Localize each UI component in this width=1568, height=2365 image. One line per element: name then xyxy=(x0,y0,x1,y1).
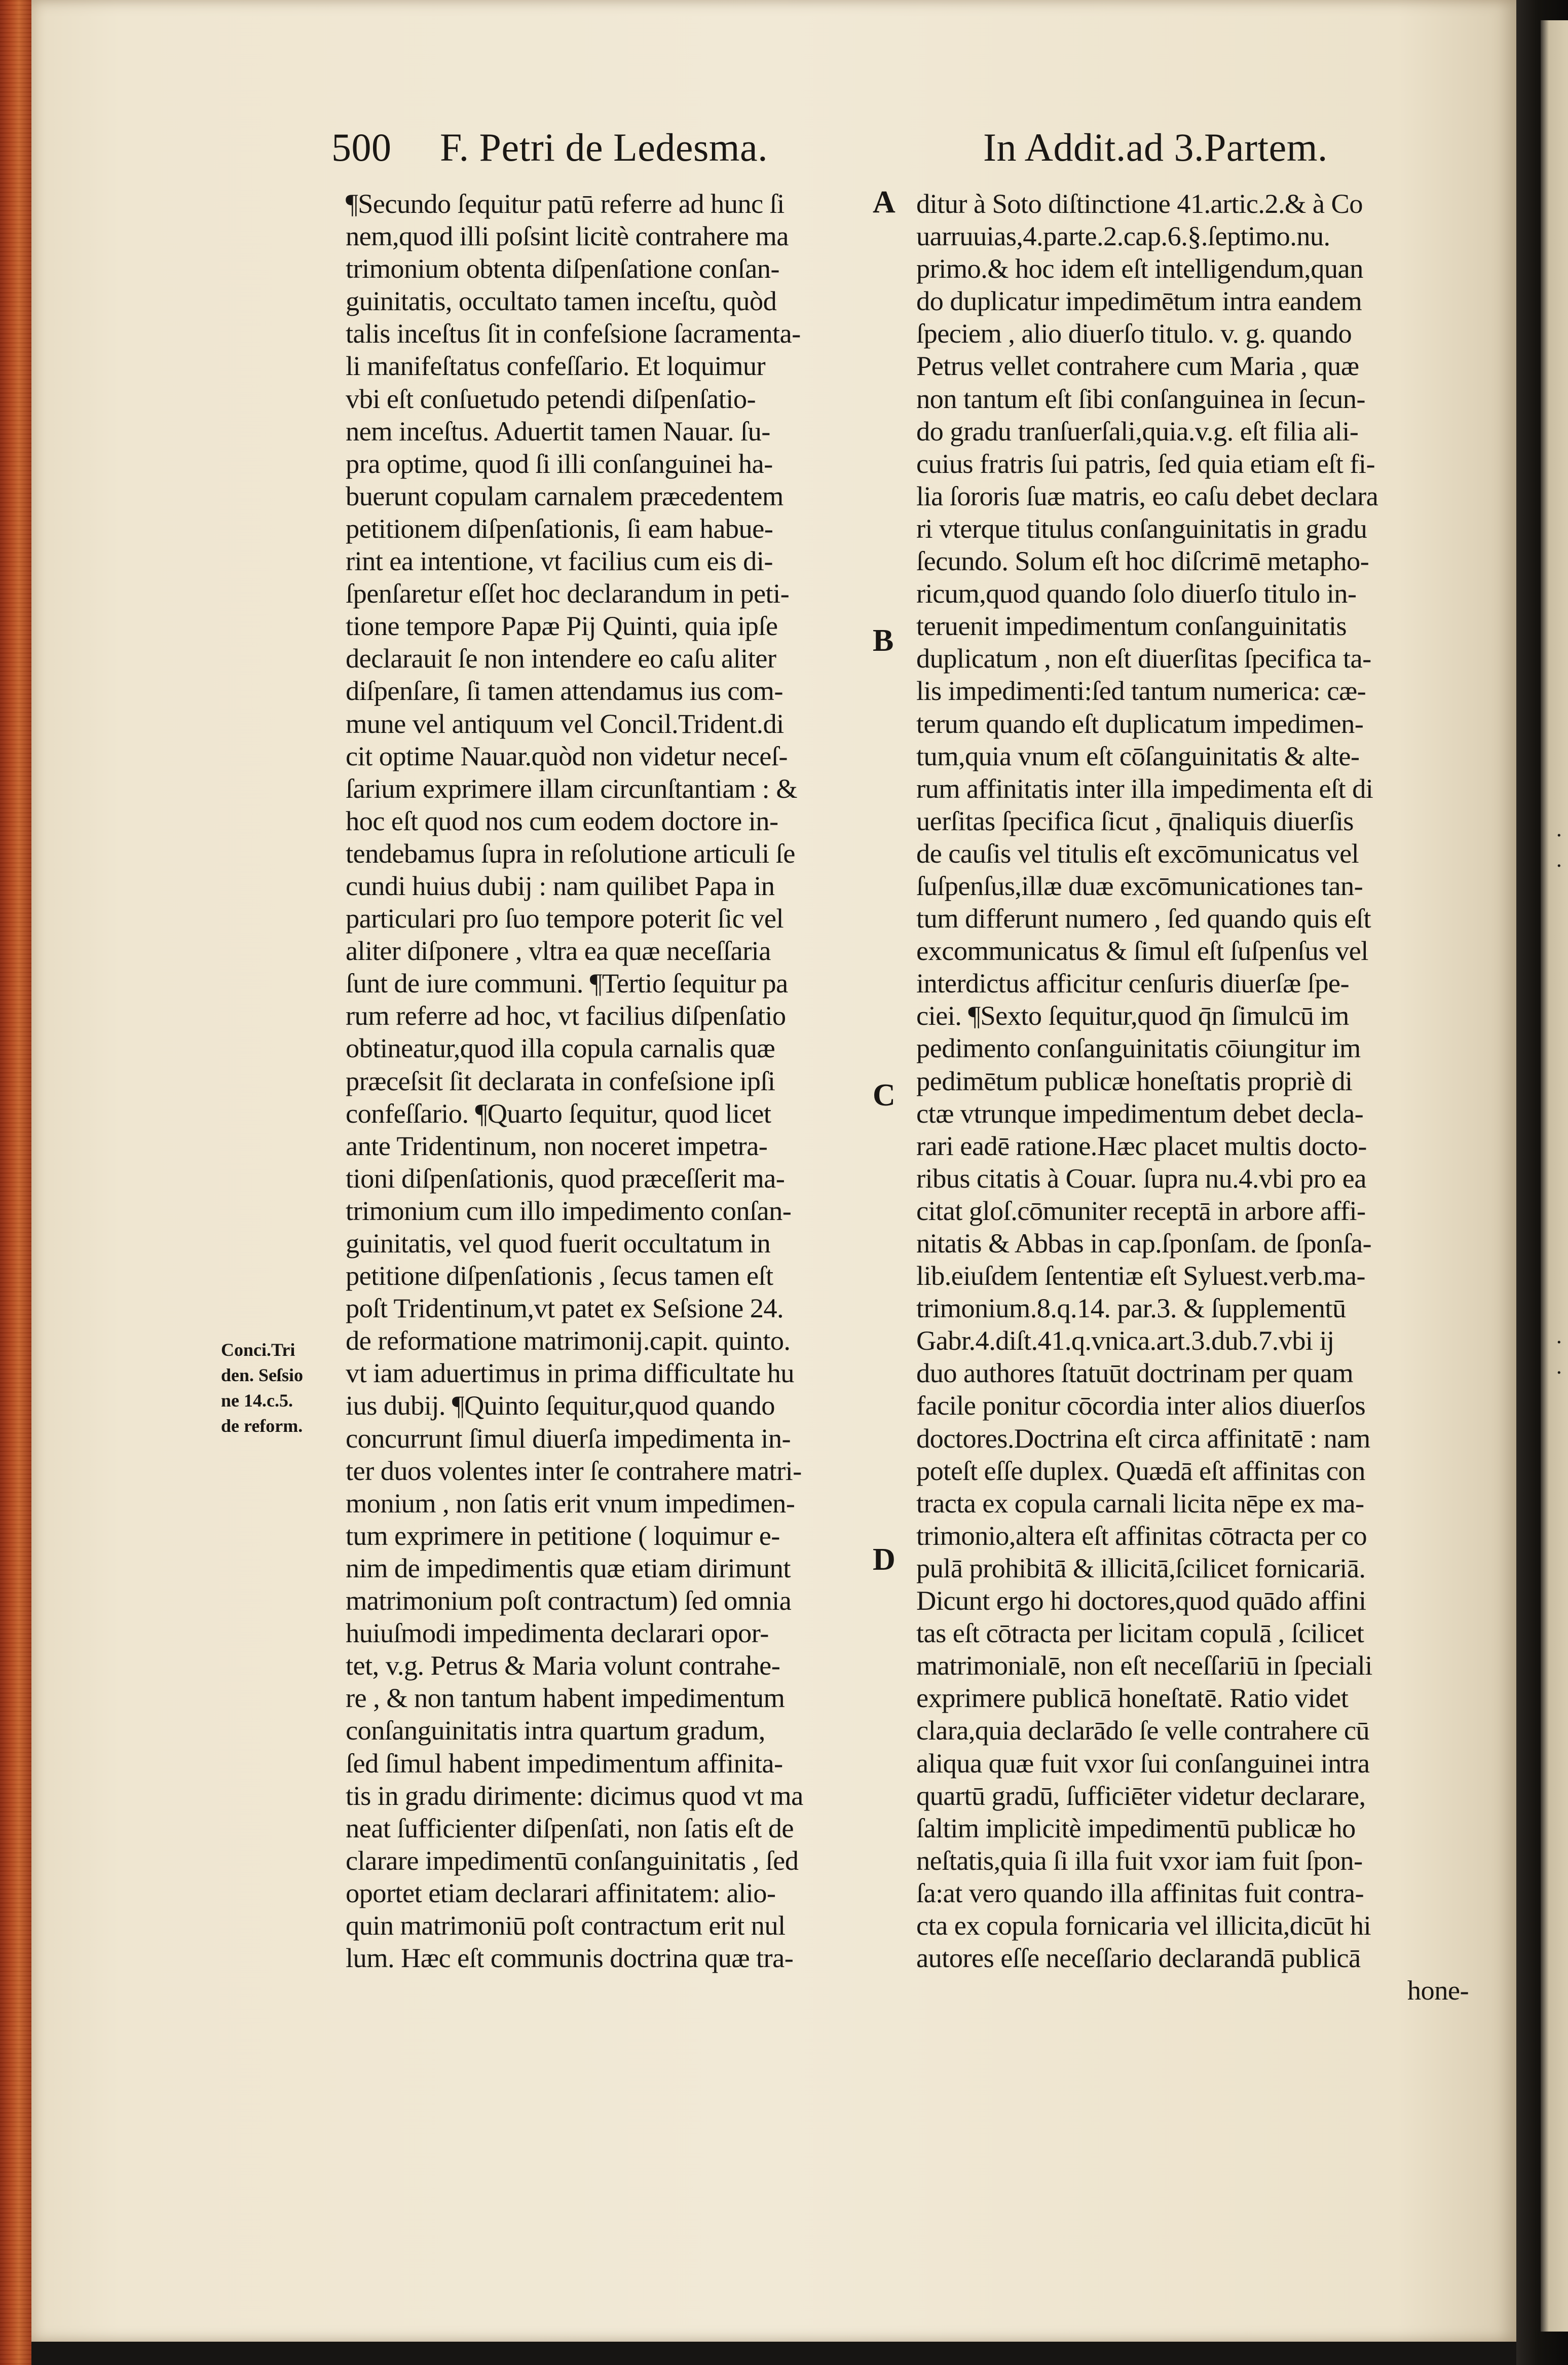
right-column-line: ribus citatis à Couar. ſupra nu.4.vbi pro ea xyxy=(916,1162,1366,1194)
right-column-line: pedimētum publicæ honeſtatis propriè di xyxy=(916,1065,1353,1096)
right-column-line: tum,quia vnum eſt cōſanguinitatis & alte- xyxy=(916,740,1360,771)
page-fore-edge xyxy=(0,0,31,2365)
section-letter-d: D xyxy=(873,1542,895,1577)
facing-page-fragment: · xyxy=(1556,1331,1562,1354)
left-column-line: rum referre ad hoc, vt facilius diſpenſatio xyxy=(346,1000,786,1031)
left-column-line: nem,quod illi poſsint licitè contrahere ma xyxy=(346,220,789,252)
right-column-line: pedimento conſanguinitatis cōiungitur im xyxy=(916,1032,1361,1064)
right-column-line: ditur à Soto diſtinctione 41.artic.2.& à Co xyxy=(916,188,1363,219)
left-column-line: li manifeſtatus confeſſario. Et loquimur xyxy=(346,350,766,382)
right-column-line: ſa:at vero quando illa affinitas fuit contra- xyxy=(916,1877,1364,1908)
left-column-line: neat ſufficienter diſpenſati, non ſatis eſt de xyxy=(346,1812,794,1843)
right-column-line: nitatis & Abbas in cap.ſponſam. de ſponſa- xyxy=(916,1228,1372,1259)
right-column-line: ſaltim implicitè impedimentū publicæ ho xyxy=(916,1812,1356,1843)
left-column-line: rint ea intentione, vt facilius cum eis di- xyxy=(346,545,773,577)
facing-page-edge xyxy=(1541,20,1568,2332)
left-column-line: poſt Tridentinum,vt patet ex Seſsione 24. xyxy=(346,1292,784,1324)
left-column-line: clarare impedimentū conſanguinitatis , ſed xyxy=(346,1844,799,1876)
left-text-column xyxy=(346,188,883,1974)
left-column-line: matrimonium poſt contractum) ſed omnia xyxy=(346,1585,792,1616)
right-column-line: ſuſpenſus,illæ duæ excōmunicationes tan- xyxy=(916,870,1363,901)
right-column-line: rari eadē ratione.Hæc placet multis docto- xyxy=(916,1130,1367,1161)
left-column-line: declarauit ſe non intendere eo caſu aliter xyxy=(346,643,776,674)
left-column-line: monium , non ſatis erit vnum impedimen- xyxy=(346,1487,795,1519)
right-column-line: do duplicatur impedimētum intra eandem xyxy=(916,285,1362,317)
right-column-line: ri vterque titulus conſanguinitatis in gradu xyxy=(916,512,1367,544)
right-column-line: trimonium.8.q.14. par.3. & ſupplementū xyxy=(916,1292,1346,1324)
right-column-line: terum quando eſt duplicatum impedimen- xyxy=(916,708,1364,739)
left-column-line: ter duos volentes inter ſe contrahere matri- xyxy=(346,1455,802,1486)
left-column-line: petitione diſpenſationis , ſecus tamen eſt xyxy=(346,1260,773,1291)
left-column-line: aliter diſponere , vltra ea quæ neceſſaria xyxy=(346,935,771,967)
left-column-line: pra optime, quod ſi illi conſanguinei ha- xyxy=(346,448,773,479)
left-column-line: conſanguinitatis intra quartum gradum, xyxy=(346,1715,765,1746)
right-column-line: Dicunt ergo hi doctores,quod quādo affini xyxy=(916,1585,1366,1616)
right-column-line: teruenit impedimentum conſanguinitatis xyxy=(916,610,1347,642)
left-column-line: diſpenſare, ſi tamen attendamus ius com- xyxy=(346,675,783,707)
right-column-line: facile ponitur cōcordia inter alios diuerſos xyxy=(916,1390,1366,1421)
right-column-line: cta ex copula fornicaria vel illicita,dicūt hi xyxy=(916,1909,1371,1941)
right-column-line: ſecundo. Solum eſt hoc diſcrimē metapho- xyxy=(916,545,1369,577)
right-column-line: duo authores ſtatuūt doctrinam per quam xyxy=(916,1357,1353,1389)
left-column-line: confeſſario. ¶Quarto ſequitur, quod licet xyxy=(346,1097,771,1129)
right-column-line: duplicatum , non eſt diuerſitas ſpecifica ta- xyxy=(916,643,1371,674)
margin-note-line: ne 14.c.5. xyxy=(221,1390,293,1411)
left-column-line: præceſsit ſit declarata in confeſsione ipſi xyxy=(346,1065,775,1096)
right-column-line: Gabr.4.diſt.41.q.vnica.art.3.dub.7.vbi ij xyxy=(916,1325,1334,1356)
section-letter-c: C xyxy=(873,1078,895,1113)
right-column-line: non tantum eſt ſibi conſanguinea in ſecun- xyxy=(916,383,1365,414)
running-head-right: In Addit.ad 3.Partem. xyxy=(983,125,1328,169)
margin-note-line: de reform. xyxy=(221,1416,303,1436)
right-column-line: quartū gradū, ſufficiēter videtur declarare, xyxy=(916,1780,1366,1811)
left-column-line: cundi huius dubij : nam quilibet Papa in xyxy=(346,870,775,901)
right-column-line: ciei. ¶Sexto ſequitur,quod q̄n ſimulcū im xyxy=(916,1000,1349,1031)
left-column-line: concurrunt ſimul diuerſa impedimenta in- xyxy=(346,1422,791,1454)
right-column-line: autores eſſe neceſſario declarandā publicā xyxy=(916,1942,1361,1974)
left-column-line: quin matrimoniū poſt contractum erit nul xyxy=(346,1909,786,1941)
right-column-line: hone- xyxy=(1407,1975,1469,2006)
left-column-line: tum exprimere in petitione ( loquimur e- xyxy=(346,1520,780,1551)
facing-page-fragment: · xyxy=(1556,855,1562,878)
left-column-line: vt iam aduertimus in prima difficultate hu xyxy=(346,1357,794,1389)
left-column-line: ante Tridentinum, non noceret impetra- xyxy=(346,1130,768,1161)
right-column-line: tas eſt cōtracta per licitam copulā , ſcilicet xyxy=(916,1617,1364,1649)
left-column-line: tis in gradu dirimente: dicimus quod vt ma xyxy=(346,1780,803,1811)
section-letter-b: B xyxy=(873,623,894,658)
right-column-line: uerſitas ſpecifica ſicut , q̄naliquis diuerſis xyxy=(916,805,1354,836)
right-column-line: aliqua quæ fuit vxor ſui conſanguinei intra xyxy=(916,1747,1370,1779)
left-column-line: re , & non tantum habent impedimentum xyxy=(346,1682,785,1714)
left-column-line: ius dubij. ¶Quinto ſequitur,quod quando xyxy=(346,1390,775,1421)
left-column-line: particulari pro ſuo tempore poterit ſic vel xyxy=(346,903,784,934)
left-column-line: tione tempore Papæ Pij Quinti, quia ipſe xyxy=(346,610,778,642)
left-column-line: talis inceſtus ſit in confeſsione ſacramenta- xyxy=(346,318,801,349)
left-column-line: vbi eſt conſuetudo petendi diſpenſatio- xyxy=(346,383,756,414)
section-letter-a: A xyxy=(873,185,895,219)
right-column-line: ricum,quod quando ſolo diuerſo titulo in- xyxy=(916,578,1357,609)
right-column-line: ſpeciem , alio diuerſo titulo. v. g. quando xyxy=(916,318,1352,349)
right-column-line: rum affinitatis inter illa impedimenta eſt di xyxy=(916,772,1373,804)
left-column-line: obtineatur,quod illa copula carnalis quæ xyxy=(346,1032,775,1064)
right-column-line: exprimere publicā honeſtatē. Ratio videt xyxy=(916,1682,1349,1714)
left-column-line: ſpenſaretur eſſet hoc declarandum in peti- xyxy=(346,578,790,609)
right-column-line: Petrus vellet contrahere cum Maria , quæ xyxy=(916,350,1359,382)
left-column-line: huiuſmodi impedimenta declarari opor- xyxy=(346,1617,769,1649)
left-column-line: oportet etiam declarari affinitatem: alio- xyxy=(346,1877,776,1908)
left-column-line: buerunt copulam carnalem præcedentem xyxy=(346,480,783,511)
left-column-line: guinitatis, vel quod fuerit occultatum in xyxy=(346,1228,771,1259)
right-column-line: tum differunt numero , ſed quando quis eſt xyxy=(916,903,1371,934)
facing-page-fragment: · xyxy=(1556,1361,1562,1385)
right-column-line: cuius fratris ſui patris, ſed quia etiam eſt fi- xyxy=(916,448,1375,479)
left-column-line: trimonium obtenta diſpenſatione conſan- xyxy=(346,253,779,284)
left-column-line: guinitatis, occultato tamen inceſtu, quòd xyxy=(346,285,777,317)
left-column-line: ſed ſimul habent impedimentum affinita- xyxy=(346,1747,783,1779)
scan-bottom-edge xyxy=(31,2342,1516,2365)
right-column-line: clara,quia declarādo ſe velle contrahere cū xyxy=(916,1715,1370,1746)
right-column-line: tracta ex copula carnali licita nēpe ex ma- xyxy=(916,1487,1364,1519)
running-head-left: F. Petri de Ledesma. xyxy=(440,125,768,169)
left-column-line: tioni diſpenſationis, quod præceſſerit ma- xyxy=(346,1162,785,1194)
right-column-line: lia ſororis ſuæ matris, eo caſu debet declara xyxy=(916,480,1378,511)
right-column-line: pulā prohibitā & illicitā,ſcilicet fornicariā. xyxy=(916,1552,1366,1583)
margin-note-line: den. Seſsio xyxy=(221,1365,304,1385)
right-column-line: interdictus afficitur cenſuris diuerſæ ſpe- xyxy=(916,968,1349,999)
margin-note xyxy=(221,1337,343,1438)
right-text-column xyxy=(916,188,1469,2007)
right-column-line: primo.& hoc idem eſt intelligendum,quan xyxy=(916,253,1363,284)
right-column-line: uarruuias,4.parte.2.cap.6.§.ſeptimo.nu. xyxy=(916,220,1330,252)
right-column-line: trimonio,altera eſt affinitas cōtracta per co xyxy=(916,1520,1367,1551)
left-column-line: de reformatione matrimonij.capit. quinto. xyxy=(346,1325,791,1356)
left-column-line: tet, v.g. Petrus & Maria volunt contrahe- xyxy=(346,1650,780,1681)
left-column-line: nem inceſtus. Aduertit tamen Nauar. ſu- xyxy=(346,415,770,447)
right-column-line: lis impedimenti:ſed tantum numerica: cæ- xyxy=(916,675,1366,707)
left-column-line: mune vel antiquum vel Concil.Trident.di xyxy=(346,708,784,739)
right-column-line: ctæ vtrunque impedimentum debet decla- xyxy=(916,1097,1364,1129)
margin-note-line: Conci.Tri xyxy=(221,1340,295,1360)
left-column-line: cit optime Nauar.quòd non videtur neceſ- xyxy=(346,740,788,771)
right-column-line: excommunicatus & ſimul eſt ſuſpenſus vel xyxy=(916,935,1368,967)
right-column-line: do gradu tranſuerſali,quia.v.g. eſt filia ali- xyxy=(916,415,1359,447)
right-column-line: citat gloſ.cōmuniter receptā in arbore affi- xyxy=(916,1195,1366,1226)
facing-page-fragment: · xyxy=(1556,824,1562,847)
left-column-line: ſunt de iure communi. ¶Tertio ſequitur pa xyxy=(346,968,788,999)
left-column-line: lum. Hæc eſt communis doctrina quæ tra- xyxy=(346,1942,794,1974)
right-column-line: lib.eiuſdem ſententiæ eſt Syluest.verb.ma- xyxy=(916,1260,1365,1291)
right-column-line: poteſt eſſe duplex. Quædā eſt affinitas con xyxy=(916,1455,1365,1486)
page-number: 500 xyxy=(331,125,392,169)
right-column-line: neſtatis,quia ſi illa fuit vxor iam fuit ſpon- xyxy=(916,1844,1363,1876)
left-column-line: ſarium exprimere illam circunſtantiam : & xyxy=(346,772,797,804)
left-column-line: petitionem diſpenſationis, ſi eam habue- xyxy=(346,512,773,544)
left-column-line: trimonium cum illo impedimento conſan- xyxy=(346,1195,792,1226)
left-column-line: hoc eſt quod nos cum eodem doctore in- xyxy=(346,805,778,836)
left-column-line: nim de impedimentis quæ etiam dirimunt xyxy=(346,1552,791,1583)
right-column-line: de cauſis vel titulis eſt excōmunicatus vel xyxy=(916,837,1359,869)
right-column-line: matrimonialē, non eſt neceſſariū in ſpeciali xyxy=(916,1650,1372,1681)
left-column-line: ¶Secundo ſequitur patū referre ad hunc ſi xyxy=(346,188,785,219)
right-column-line: doctores.Doctrina eſt circa affinitatē : nam xyxy=(916,1422,1370,1454)
left-column-line: tendebamus ſupra in reſolutione articuli ſe xyxy=(346,837,795,869)
